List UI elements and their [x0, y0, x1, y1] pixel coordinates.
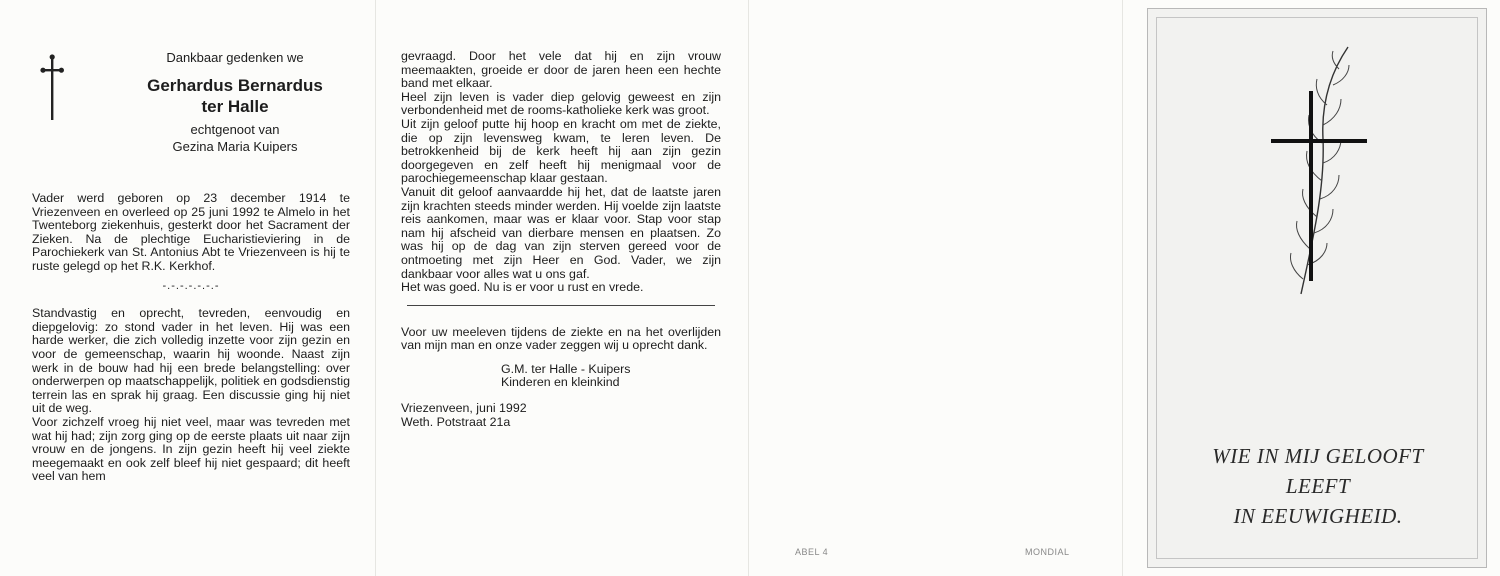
cross-icon	[40, 52, 64, 122]
deceased-name-line1: Gerhardus Bernardus	[147, 76, 323, 95]
separator: -.-.-.-.-.-.-	[162, 279, 220, 292]
left-panel	[32, 192, 350, 484]
spouse-line1: echtgenoot van	[190, 122, 280, 137]
signature-line: Kinderen en kleinkind	[501, 375, 620, 390]
print-mark: MONDIAL	[1025, 547, 1070, 557]
intro-text: Dankbaar gedenken we	[166, 50, 304, 65]
front-card	[1147, 8, 1487, 568]
print-mark: ABEL 4	[795, 547, 829, 557]
biography-paragraph: Uit zijn geloof putte hij hoop en kracht om met de ziekte, die op zijn levensweg kwam, te leren leven. De betrokkenheid bij de kerk heeft hij aan zijn gezin doorgegeven en zelf heeft hij menigmaal voor de parochiegemeenschap klaar gestaan.	[401, 116, 721, 186]
spouse-line2: Gezina Maria Kuipers	[172, 139, 298, 154]
signature-block	[501, 363, 721, 390]
biography-paragraph: gevraagd. Door het vele dat hij en zijn vrouw meemaakten, groeide er door de jaren heen een hechte band met elkaar.	[401, 49, 721, 91]
address: Weth. Potstraat 21a	[401, 414, 511, 429]
signature-line: G.M. ter Halle - Kuipers	[501, 361, 631, 376]
biography-paragraph: Heel zijn leven is vader diep gelovig geweest en zijn verbondenheid met de rooms-katholieke kerk was groot.	[401, 89, 721, 118]
fold-line	[1122, 0, 1123, 576]
biography-paragraph: Vader werd geboren op 23 december 1914 te Vriezenveen en overleed op 25 juni 1992 te Almelo in het Twenteborg ziekenhuis, gesterkt door het Sacrament der Zieken. Na de plechtige Eucharistieviering in de Parochiekerk van St. Antonius Abt te Vriezenveen is hij te ruste gelegd op het R.K. Kerkhof.	[32, 191, 350, 273]
biography-paragraph: Vanuit dit geloof aanvaardde hij het, dat de laatste jaren zijn krachten steeds minder werden. Hij voelde zijn laatste reis aankomen, maar was er klaar voor. Stap voor stap nam hij afscheid van dierbare mensen en plaatsen. Zo was hij op de dag van zijn sterven gereed voor de ontmoeting met zijn Heer en God. Vader, we zijn dankbaar voor alles wat u ons gaf.	[401, 184, 721, 281]
biography-paragraph: Het was goed. Nu is er voor u rust en vrede.	[401, 280, 644, 295]
obituary-heading	[120, 50, 350, 155]
biography-paragraph: Standvastig en oprecht, tevreden, eenvoudig en diepgelovig: zo stond vader in het leven. Hij was een harde werker, die zich volledig inzette voor zijn gezin en voor de gemeenschap, waarin hij woonde. Naast zijn werk in de bouw had hij een brede belangstelling: over onderwerpen op maatschappelijk, politiek en godsdienstig terrein las en sprak hij graag. Een discussie ging hij niet uit de weg.	[32, 306, 350, 416]
card-motto	[1148, 441, 1488, 531]
biography-paragraph: Voor zichzelf vroeg hij niet veel, maar was tevreden met wat hij had; zijn zorg ging op de eerste plaats uit naar zijn vrouw en de jongens. In zijn gezin heeft hij veel ziekte meegemaakt en ook zelf bleef hij niet gespaard; dit heeft veel van hem	[32, 414, 350, 484]
divider-line	[407, 305, 715, 306]
fold-line	[748, 0, 749, 576]
cross-with-palm-branch-icon	[1263, 39, 1373, 309]
place-date: Vriezenveen, juni 1992	[401, 401, 527, 416]
middle-panel	[401, 50, 721, 429]
motto-line: IN EEUWIGHEID.	[1233, 504, 1403, 528]
deceased-name-line2: ter Halle	[201, 97, 269, 116]
fold-line	[375, 0, 376, 576]
thanks-paragraph: Voor uw meeleven tijdens de ziekte en na het overlijden van mijn man en onze vader zeggen wij u oprecht dank.	[401, 324, 721, 353]
motto-line: WIE IN MIJ GELOOFT	[1212, 444, 1424, 468]
motto-line: LEEFT	[1285, 474, 1351, 498]
